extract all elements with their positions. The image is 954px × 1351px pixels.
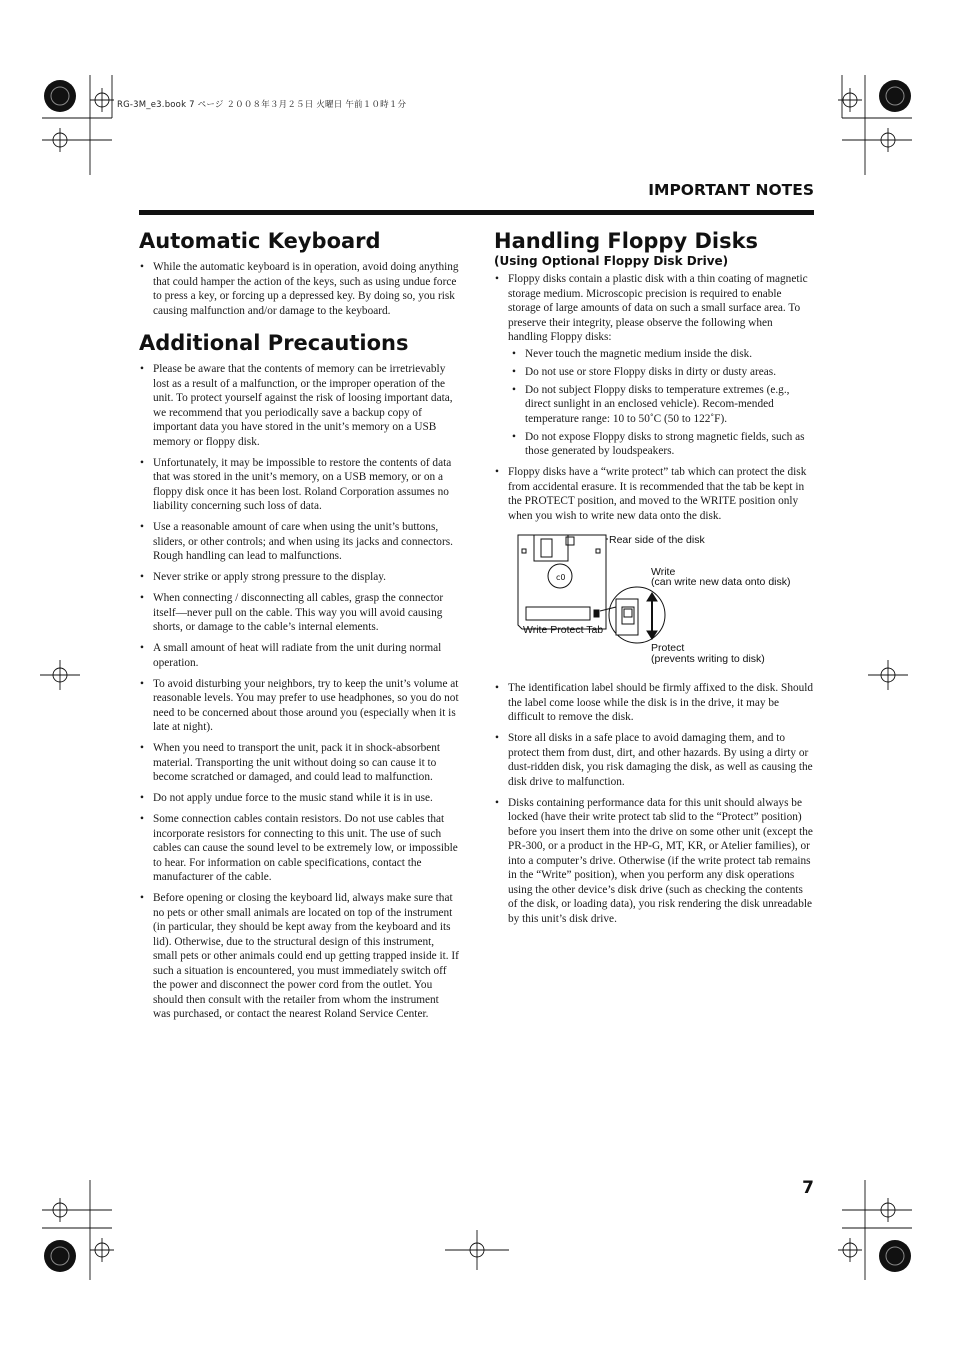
list-item: • The identification label should be firmly affixed to the disk. Should the label come loose while the disk is in the drive, it may be difficult to remove the disk.	[494, 681, 814, 725]
floppy-sub-list	[511, 347, 814, 459]
print-slug: RG-3M_e3.book 7 ページ ２００８年３月２５日 火曜日 午前１０時１分	[117, 100, 407, 110]
floppy-disks-list-continued	[494, 681, 814, 926]
page-number: 7	[802, 1178, 814, 1198]
list-item: • When connecting / disconnecting all cables, grasp the connector itself—never pull on the cable. This way you will avoid causing shorts, or damage to the cable’s internal elements.	[139, 591, 459, 635]
section-title: IMPORTANT NOTES	[648, 181, 814, 199]
list-item: • To avoid disturbing your neighbors, try to keep the unit’s volume at reasonable levels. You may prefer to use headphones, so you do not need to be concerned about those around you (especially when it is late at night).	[139, 677, 459, 735]
list-item: • Disks containing performance data for this unit should always be locked (have their write protect tab slid to the “Protect” position) before you insert them into the drive on some other unit (except the PR-300, or a product in the HP-G, MT, KR, or Atelier families), or into a computer’s drive. Otherwise (if the write protect tab remains in the “Write” position), when you perform any disk operations using the other device’s disk drive (such as checking the contents of the disk, or loading data), you risk rendering the disk unreadable by this unit’s disk drive.	[494, 796, 814, 927]
intro-text: Floppy disks contain a plastic disk with a thin coating of magnetic storage medium. Microscopic precision is required to enable storage of large amounts of data on such a small surface area. To preserve their integrity, please observe the following when handling Floppy disks:	[508, 273, 808, 343]
list-item: • Unfortunately, it may be impossible to restore the contents of data that was stored in the unit’s memory, on a USB memory, or on a floppy disk once it has been lost. Roland Corporation assumes no liability concerning such loss of data.	[139, 456, 459, 514]
list-item: • Before opening or closing the keyboard lid, always make sure that no pets or other small animals are located on top of the instrument (in particular, they should be kept away from the keyboard and its lid). Otherwise, due to the structural design of this instrument, small pets or other animals could end up getting trapped inside it. If such a situation is encountered, you must immediately switch off the power and disconnect the power cord from the outlet. You should then consult with the retailer from whom the instrument was purchased, or contact the nearest Roland Service Center.	[139, 891, 459, 1022]
write-description: (can write new data onto disk)	[651, 576, 791, 588]
automatic-keyboard-list	[139, 260, 459, 318]
list-item: • Some connection cables contain resistors. Do not use cables that incorporate resistors for connecting to this unit. The use of such cables can cause the sound level to be extremely low, or impossible to hear. For information on cable specifications, contact the manufacturer of the cable.	[139, 812, 459, 885]
list-item: • Never strike or apply strong pressure to the display.	[139, 570, 459, 585]
header-rule	[139, 210, 814, 215]
list-item: • A small amount of heat will radiate from the unit during normal operation.	[139, 641, 459, 670]
svg-text:c0: c0	[556, 573, 566, 582]
additional-precautions-heading: Additional Precautions	[139, 331, 409, 355]
sub-list-item: • Do not expose Floppy disks to strong magnetic fields, such as those generated by loudspeakers.	[511, 430, 814, 459]
floppy-disks-heading: Handling Floppy Disks	[494, 229, 759, 253]
protect-label: Protect	[651, 642, 685, 654]
list-item: • Use a reasonable amount of care when using the unit’s buttons, sliders, or other controls; and when using its jacks and connectors. Rough handling can lead to malfunctions.	[139, 520, 459, 564]
floppy-disk-diagram	[494, 531, 814, 671]
automatic-keyboard-heading: Automatic Keyboard	[139, 229, 381, 253]
list-item	[494, 272, 814, 459]
floppy-disks-list	[494, 272, 814, 523]
floppy-disks-subheading: (Using Optional Floppy Disk Drive)	[494, 254, 729, 268]
additional-precautions-list	[139, 362, 459, 1022]
protect-description: (prevents writing to disk)	[651, 653, 765, 665]
right-column	[494, 226, 814, 933]
write-label: Write	[651, 566, 676, 578]
left-column	[139, 226, 459, 1028]
list-item: • Store all disks in a safe place to avoid damaging them, and to protect them from dust, dirt, and other hazards. By using a dirty or dust-ridden disk, you risk damaging the disk, as well as causing the disk drive to malfunction.	[494, 731, 814, 789]
list-item: • Floppy disks have a “write protect” tab which can protect the disk from accidental erasure. It is recommended that the tab be kept in the PROTECT position, and moved to the WRITE position only when you wish to write new data onto the disk.	[494, 465, 814, 523]
list-item: • Please be aware that the contents of memory can be irretrievably lost as a result of a malfunction, or the improper operation of the unit. To protect yourself against the risk of loosing important data, we recommend that you periodically save a backup copy of important data you have stored in the unit’s memory on a USB memory or floppy disk.	[139, 362, 459, 449]
list-item: • When you need to transport the unit, pack it in shock-absorbent material. Transporting the unit without doing so can cause it to become scratched or damaged, and could lead to malfunction.	[139, 741, 459, 785]
list-item: • Do not apply undue force to the music stand while it is in use.	[139, 791, 459, 806]
sub-list-item: • Never touch the magnetic medium inside the disk.	[511, 347, 814, 362]
write-protect-tab-label: Write Protect Tab	[523, 624, 604, 636]
rear-side-label: Rear side of the disk	[609, 534, 705, 546]
list-item: • While the automatic keyboard is in operation, avoid doing anything that could hamper the action of the keys, such as using undue force to press a key, or forcing up a depressed key. By doing so, you risk causing malfunction and/or damage to the keyboard.	[139, 260, 459, 318]
sub-list-item: • Do not subject Floppy disks to temperature extremes (e.g., direct sunlight in an enclosed vehicle). Recom-mended temperature range: 10 to 50˚C (50 to 122˚F).	[511, 383, 814, 427]
sub-list-item: • Do not use or store Floppy disks in dirty or dusty areas.	[511, 365, 814, 380]
